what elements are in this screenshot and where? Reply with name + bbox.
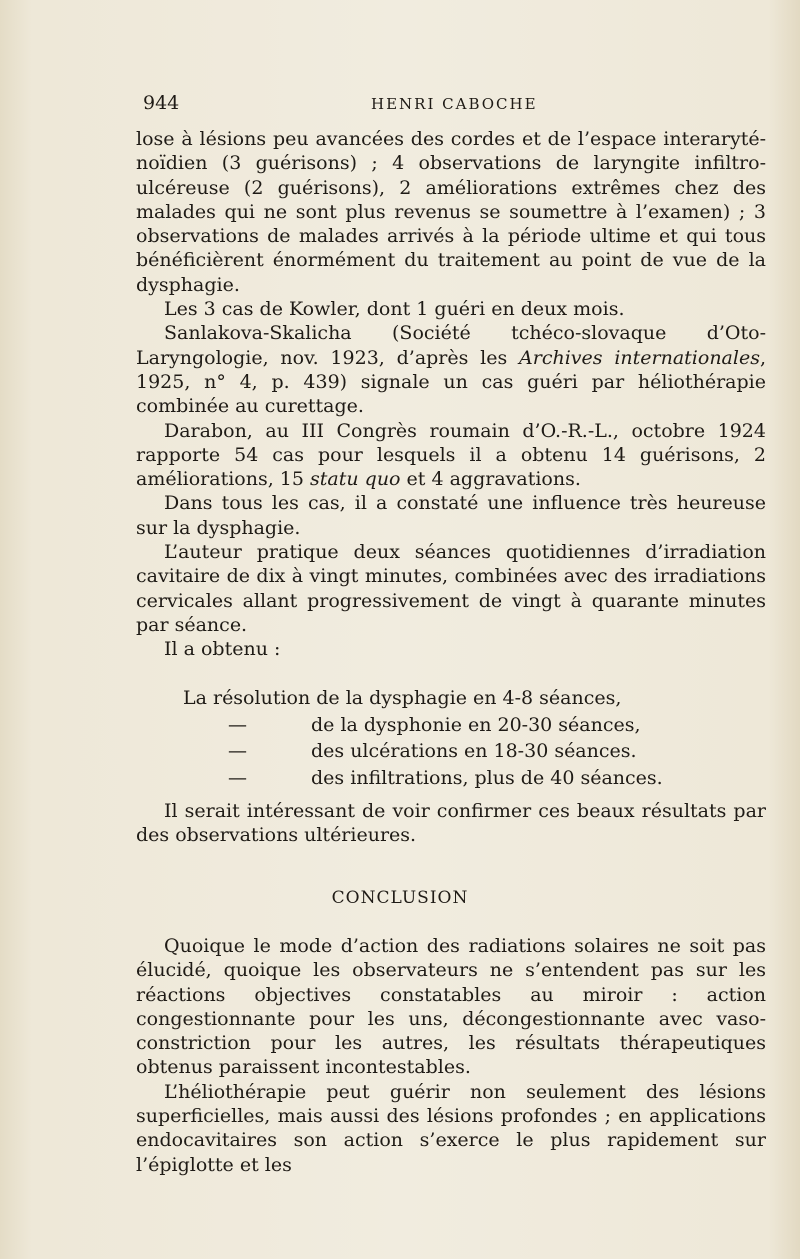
- page-header: [143, 92, 763, 118]
- results-list: [183, 687, 743, 793]
- results-dash: —: [228, 713, 247, 736]
- latin-phrase: statu quo: [310, 468, 401, 491]
- results-text: des infiltrations, plus de 40 séances.: [311, 766, 663, 789]
- journal-title: Archives internationales: [519, 346, 760, 369]
- paragraph: Il a obtenu :: [164, 638, 281, 661]
- results-dash: —: [228, 766, 247, 789]
- paragraph: Il serait intéressant de voir confirmer ces beaux résultats par des observations ultérieures.: [136, 800, 766, 847]
- results-row: [183, 767, 743, 794]
- results-dash: —: [228, 740, 247, 762]
- paragraph: L’héliothérapie peut guérir non seulement des lésions superficielles, mais aussi des lésions profondes ; en applications endocavitaires son action s’exerce le plus rapidement sur l’épiglotte et les: [136, 1080, 766, 1176]
- text-run: , 1925, n° 4, p. 439) signale un cas guéri par héliothérapie combinée au curettage.: [136, 346, 767, 418]
- paragraph: Dans tous les cas, il a constaté une influence très heureuse sur la dysphagie.: [136, 492, 766, 539]
- paragraph: Quoique le mode d’action des radiations solaires ne soit pas élucidé, quoique les observateurs ne s’entendent pas sur les réactions objectives constatables au miroir : action congestionnante pour les uns, décongestionnante avec vaso-constriction pour les autres, les résultats thérapeutiques obtenus paraissent incontestables.: [136, 935, 766, 1079]
- text-run: Darabon, au III Congrès roumain d’O.-R.-L., octobre 1924 rapporte 54 cas pour lesquels il a obtenu 14 guérisons, 2 améliorations, 15: [136, 419, 766, 491]
- text-run: et 4 aggravations.: [400, 468, 581, 491]
- section-heading: CONCLUSION: [331, 888, 469, 908]
- text-run: Sanlakova-Skalicha (Société tchéco-slovaque d’Oto-Laryngologie, nov. 1923, d’après les: [136, 322, 766, 369]
- paragraph: L’auteur pratique deux séances quotidiennes d’irradiation cavitaire de dix à vingt minutes, combinées avec des irradiations cervicales allant progressivement de vingt à quarante minutes par séance.: [136, 541, 766, 636]
- running-head: HENRI CABOCHE: [371, 95, 538, 113]
- paragraph: Les 3 cas de Kowler, dont 1 guéri en deux mois.: [164, 298, 625, 321]
- results-row: [183, 740, 743, 767]
- conclusion-text: [136, 934, 766, 1177]
- results-row: [183, 714, 743, 741]
- paragraph-darabon: [136, 419, 766, 492]
- paragraph: lose à lésions peu avancées des cordes et de l’espace interaryté-noïdien (3 guérisons) ; 4 observations de laryngite infiltro-ulcéreuse (2 guérisons), 2 améliorations extrêmes chez des malades qui ne sont plus revenus se soumettre à l’examen) ; 3 observations de malades arrivés à la période ultime et qui tous bénéficièrent énormément du traitement au point de vue de la dysphagie.: [136, 128, 766, 296]
- closing-remark: [136, 799, 766, 848]
- page-number: 944: [143, 92, 180, 114]
- results-text: des ulcérations en 18-30 séances.: [311, 740, 637, 762]
- results-row: [183, 687, 743, 714]
- results-text: de la dysphonie en 20-30 séances,: [311, 713, 641, 736]
- results-text: La résolution de la dysphagie en 4-8 séances,: [183, 687, 622, 709]
- body-text: [136, 127, 766, 662]
- paragraph-archives: [136, 321, 766, 418]
